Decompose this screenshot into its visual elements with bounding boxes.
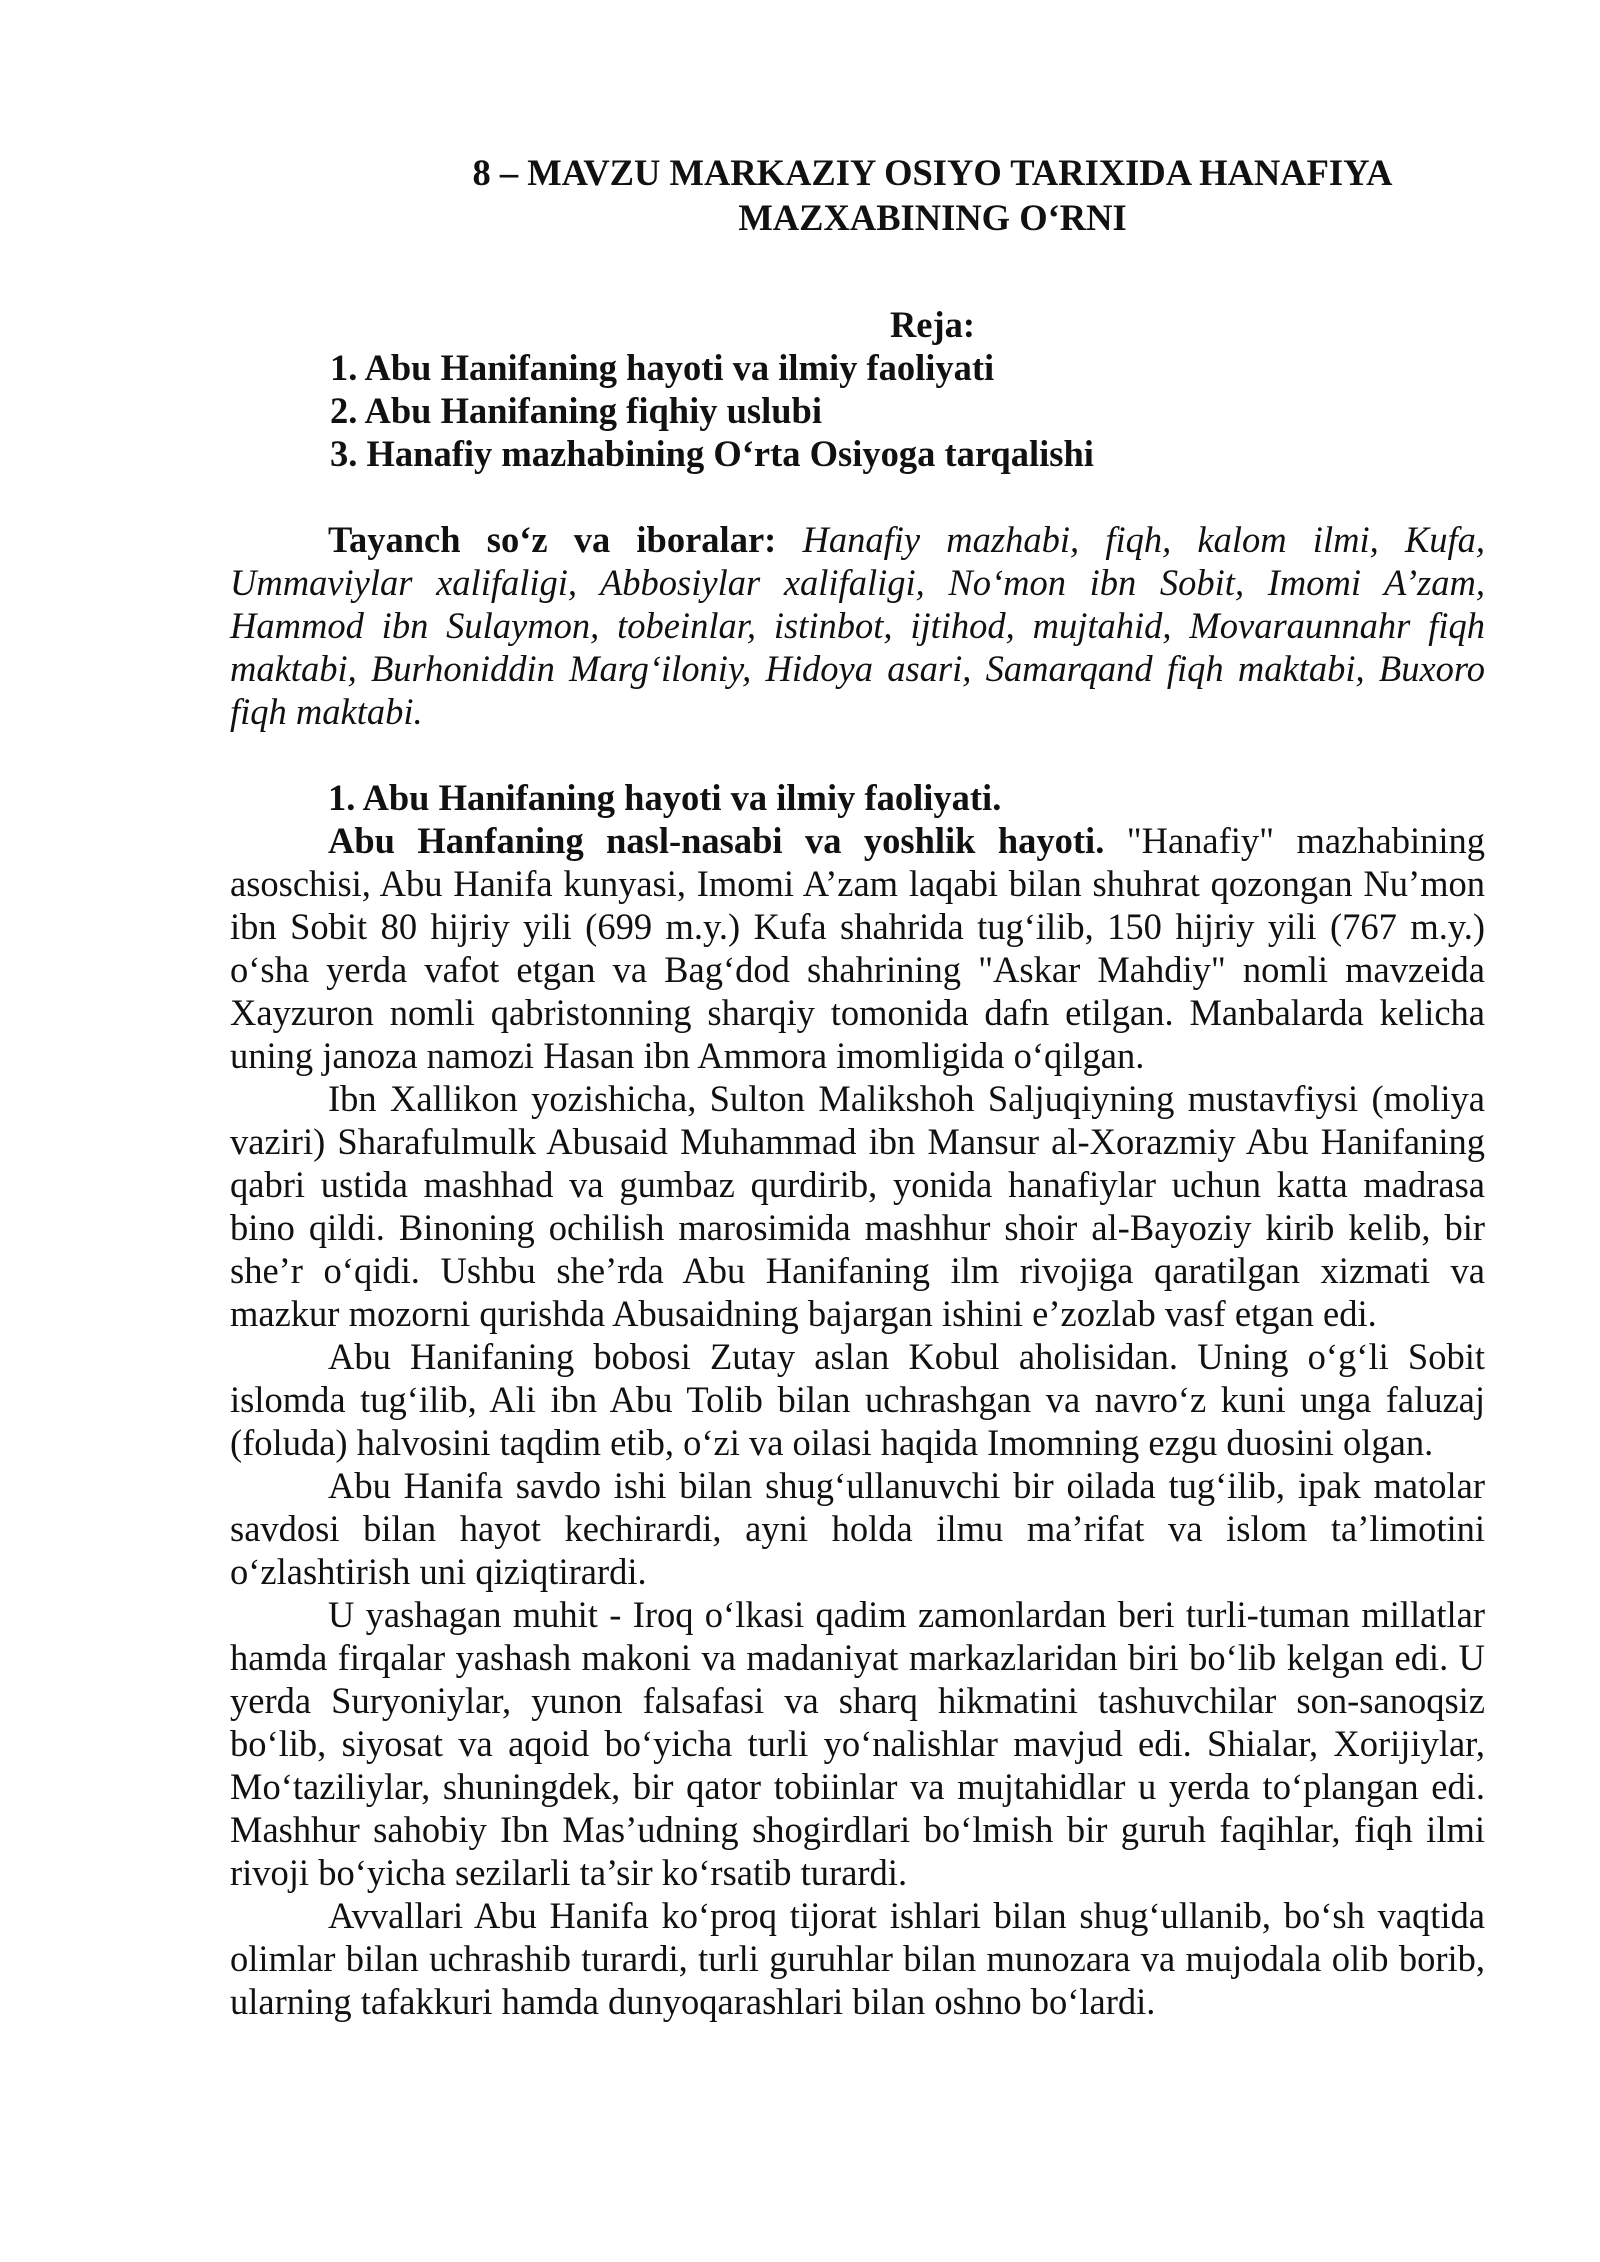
body-paragraph [230, 819, 1485, 1077]
document-title [230, 150, 1485, 240]
plan-heading: Reja: [889, 304, 976, 345]
body-paragraph: Ibn Xallikon yozishicha, Sulton Malikshoh Saljuqiyning mustavfiysi (moliya vaziri) Sharafulmulk Abusaid Muhammad ibn Mansur al-Xorazmiy Abu Hanifaning qabri ustida mashhad va gumbaz qurdirib, yonida hanafiylar uchun katta madrasa bino qildi. Binoning ochilish marosimida mashhur shoir al-Bayoziy kirib kelib, bir she’r o‘qidi. Ushbu she’rda Abu Hanifaning ilm rivojiga qaratilgan xizmati va mazkur mozorni qurishda Abusaidning bajargan ishini e’zozlab vasf etgan edi. [230, 1078, 1485, 1334]
plan-item: 3. Hanafiy mazhabining O‘rta Osiyoga tarqalishi [330, 433, 1094, 474]
document-body [230, 150, 1485, 2023]
plan-list [230, 346, 1485, 475]
body-paragraph: Abu Hanifaning bobosi Zutay aslan Kobul aholisidan. Uning o‘g‘li Sobit islomda tug‘ilib, Ali ibn Abu Tolib bilan uchrashgan va navro‘z kuni unga faluzaj (foluda) halvosini taqdim etib, o‘zi va oilasi haqida Imomning ezgu duosini olgan. [230, 1336, 1485, 1463]
keywords-label: Tayanch so‘z va iboralar: [328, 519, 777, 560]
plan-item: 1. Abu Hanifaning hayoti va ilmiy faoliyati [330, 347, 995, 388]
paragraph-text: "Hanafiy" mazhabining asoschisi, Abu Hanifa kunyasi, Imomi A’zam laqabi bilan shuhrat qozongan Nu’mon ibn Sobit 80 hijriy yili (699 m.y.) Kufa shahrida tug‘ilib, 150 hijriy yili (767 m.y.) o‘sha yerda vafot etgan va Bag‘dod shahrining "Askar Mahdiy" nomli mavzeida Xayzuron nomli qabristonning sharqiy tomonida dafn etilgan. Manbalarda kelicha uning janoza namozi Hasan ibn Ammora imomligida o‘qilgan. [230, 820, 1485, 1076]
keywords-paragraph [230, 518, 1485, 733]
title-line-1: 8 – MAVZU MARKAZIY OSIYO TARIXIDA HANAFIYA [472, 152, 1393, 193]
title-line-2: MAZXABINING O‘RNI [738, 197, 1127, 238]
paragraph-lead: Abu Hanfaning nasl-nasabi va yoshlik hayoti. [328, 820, 1105, 861]
plan-item: 2. Abu Hanifaning fiqhiy uslubi [330, 390, 822, 431]
section-heading: 1. Abu Hanifaning hayoti va ilmiy faoliyati. [328, 777, 1002, 818]
keywords-terms: Hanafiy mazhabi, fiqh, kalom ilmi, Kufa, Ummaviylar xalifaligi, Abbosiylar xalifaligi, No‘mon ibn Sobit, Imomi A’zam, Hammod ibn Sulaymon, tobeinlar, istinbot, ijtihod, mujtahid, Movaraunnahr fiqh maktabi, Burhoniddin Marg‘iloniy, Hidoya asari, Samarqand fiqh maktabi, Buxoro fiqh maktabi. [230, 519, 1486, 732]
body-paragraph: Avvallari Abu Hanifa ko‘proq tijorat ishlari bilan shug‘ullanib, bo‘sh vaqtida olimlar bilan uchrashib turardi, turli guruhlar bilan munozara va mujodala olib borib, ularning tafakkuri hamda dunyoqarashlari bilan oshno bo‘lardi. [230, 1895, 1485, 2022]
body-paragraph: Abu Hanifa savdo ishi bilan shug‘ullanuvchi bir oilada tug‘ilib, ipak matolar savdosi bilan hayot kechirardi, ayni holda ilmu ma’rifat va islom ta’limotini o‘zlashtirish uni qiziqtirardi. [230, 1465, 1485, 1592]
body-paragraph: U yashagan muhit - Iroq o‘lkasi qadim zamonlardan beri turli-tuman millatlar hamda firqalar yashash makoni va madaniyat markazlaridan biri bo‘lib kelgan edi. U yerda Suryoniylar, yunon falsafasi va sharq hikmatini tashuvchilar son-sanoqsiz bo‘lib, siyosat va aqoid bo‘yicha turli yo‘nalishlar mavjud edi. Shialar, Xorijiylar, Mo‘taziliylar, shuningdek, bir qator tobiinlar va mujtahidlar u yerda to‘plangan edi. Mashhur sahobiy Ibn Mas’udning shogirdlari bo‘lmish bir guruh faqihlar, fiqh ilmi rivoji bo‘yicha sezilarli ta’sir ko‘rsatib turardi. [230, 1594, 1485, 1893]
